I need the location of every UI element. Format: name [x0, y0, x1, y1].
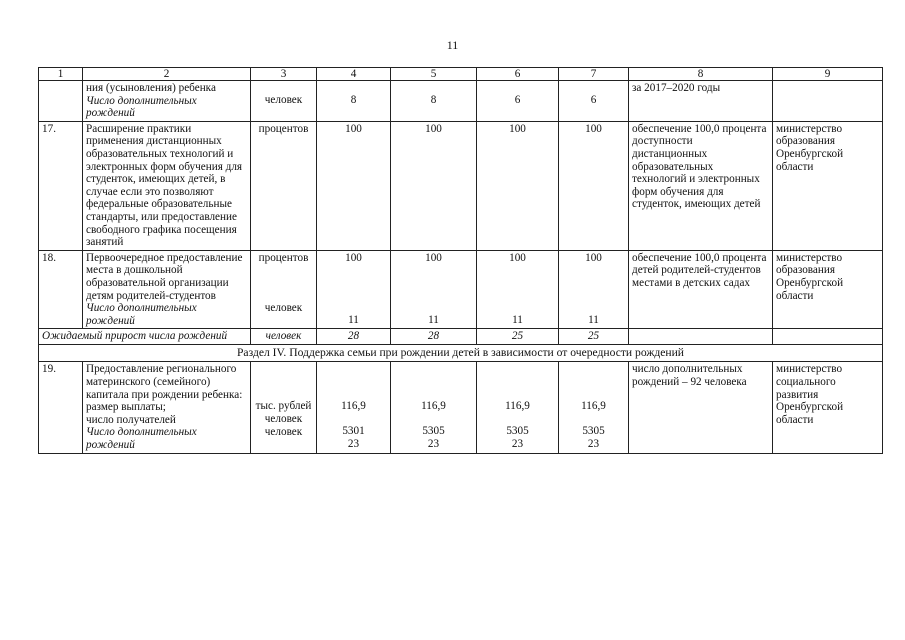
- value-cell: 25: [559, 329, 629, 345]
- result-cell: число дополнительных рождений – 92 человека: [629, 362, 773, 453]
- col-header: 7: [559, 68, 629, 81]
- result-cell: обеспечение 100,0 процента детей родителей-студентов местами в детских садах: [629, 250, 773, 329]
- value-cell: 100: [391, 121, 477, 250]
- value-cell: 25: [477, 329, 559, 345]
- section-header-row: [39, 344, 883, 362]
- column-header-row: [39, 68, 883, 81]
- subvalue-cell: 11: [428, 314, 439, 327]
- value-cell: 5305: [422, 425, 445, 438]
- value-cell: 23: [347, 437, 360, 450]
- row-description: Первоочередное предоставление места в дошкольной образовательной организации детям родителей-студентов: [86, 251, 243, 302]
- result-cell: за 2017–2020 годы: [629, 81, 773, 122]
- executor-cell: министерство образования Оренбургской области: [773, 121, 883, 250]
- col-header: 4: [317, 68, 391, 81]
- value-cell: 100: [509, 251, 526, 264]
- value-cell: 116,9: [421, 400, 446, 413]
- value-cell: 23: [427, 437, 440, 450]
- expected-label: Ожидаемый прирост числа рождений: [39, 329, 251, 345]
- subvalue-cell: 11: [348, 314, 359, 327]
- row-unit: человек: [251, 329, 317, 345]
- row-unit: тыс. рублей: [255, 400, 312, 413]
- subvalue-cell: 11: [512, 314, 523, 327]
- row-unit: человек: [264, 425, 303, 438]
- col-header: 1: [39, 68, 83, 81]
- value-cell: 28: [317, 329, 391, 345]
- table-row-18: [39, 250, 883, 329]
- row-sublabel: Число дополнительных рождений: [86, 426, 197, 452]
- executor-cell: министерство образования Оренбургской области: [773, 250, 883, 329]
- result-cell: обеспечение 100,0 процента доступности дистанционных образовательных технологий и электронных форм обучения для студенток, имеющих детей: [629, 121, 773, 250]
- col-header: 5: [391, 68, 477, 81]
- col-header: 3: [251, 68, 317, 81]
- value-cell: 8: [430, 94, 437, 106]
- row-unit: человек: [264, 413, 303, 426]
- section-title: Раздел IV. Поддержка семьи при рождении детей в зависимости от очередности рождений: [39, 344, 883, 362]
- value-cell: 5301: [342, 425, 365, 438]
- value-cell: 23: [511, 437, 524, 450]
- value-cell: 5305: [506, 425, 529, 438]
- value-cell: 6: [514, 94, 521, 106]
- executor-cell: министерство социального развития Оренбургской области: [773, 362, 883, 453]
- value-cell: 116,9: [505, 400, 530, 413]
- program-table: [38, 67, 883, 454]
- value-cell: 100: [477, 121, 559, 250]
- value-cell: 28: [391, 329, 477, 345]
- row-line-label: число получателей: [86, 413, 176, 426]
- row-unit: процентов: [258, 251, 309, 264]
- col-header: 9: [773, 68, 883, 81]
- value-cell: 23: [587, 437, 600, 450]
- value-cell: 6: [590, 94, 597, 106]
- row-unit: человек: [264, 94, 303, 106]
- col-header: 6: [477, 68, 559, 81]
- value-cell: 100: [317, 121, 391, 250]
- row-number: 19.: [39, 362, 83, 453]
- value-cell: 8: [350, 94, 357, 106]
- row-sublabel: Число дополнительных рождений: [86, 94, 197, 120]
- value-cell: 5305: [582, 425, 605, 438]
- row-unit: процентов: [251, 121, 317, 250]
- row-line-label: размер выплаты;: [86, 401, 166, 414]
- value-cell: 100: [345, 251, 362, 264]
- row-number: 18.: [39, 250, 83, 329]
- table-row-19: [39, 362, 883, 453]
- row-subunit: человек: [264, 302, 303, 315]
- row-description: ния (усыновления) ребенка: [86, 82, 216, 94]
- table-row-17: [39, 121, 883, 250]
- value-cell: 100: [585, 251, 602, 264]
- row-description: Расширение практики применения дистанционных образовательных технологий и электронных форм обучения для студенток, имеющих детей, в случае если это позволяют федеральные образовательные стандарты, или предоставление свободного графика посещения занятий: [83, 121, 251, 250]
- table-row-continuation: [39, 81, 883, 122]
- value-cell: 100: [425, 251, 442, 264]
- row-number: 17.: [39, 121, 83, 250]
- value-cell: 100: [559, 121, 629, 250]
- col-header: 2: [83, 68, 251, 81]
- row-description: Предоставление регионального материнского (семейного) капитала при рождении ребенка:: [86, 363, 243, 401]
- row-sublabel: Число дополнительных рождений: [86, 302, 197, 327]
- subvalue-cell: 11: [588, 314, 599, 327]
- table-row-expected: [39, 329, 883, 345]
- page-number: 11: [446, 38, 459, 52]
- value-cell: 116,9: [581, 400, 606, 413]
- value-cell: 116,9: [341, 400, 366, 413]
- col-header: 8: [629, 68, 773, 81]
